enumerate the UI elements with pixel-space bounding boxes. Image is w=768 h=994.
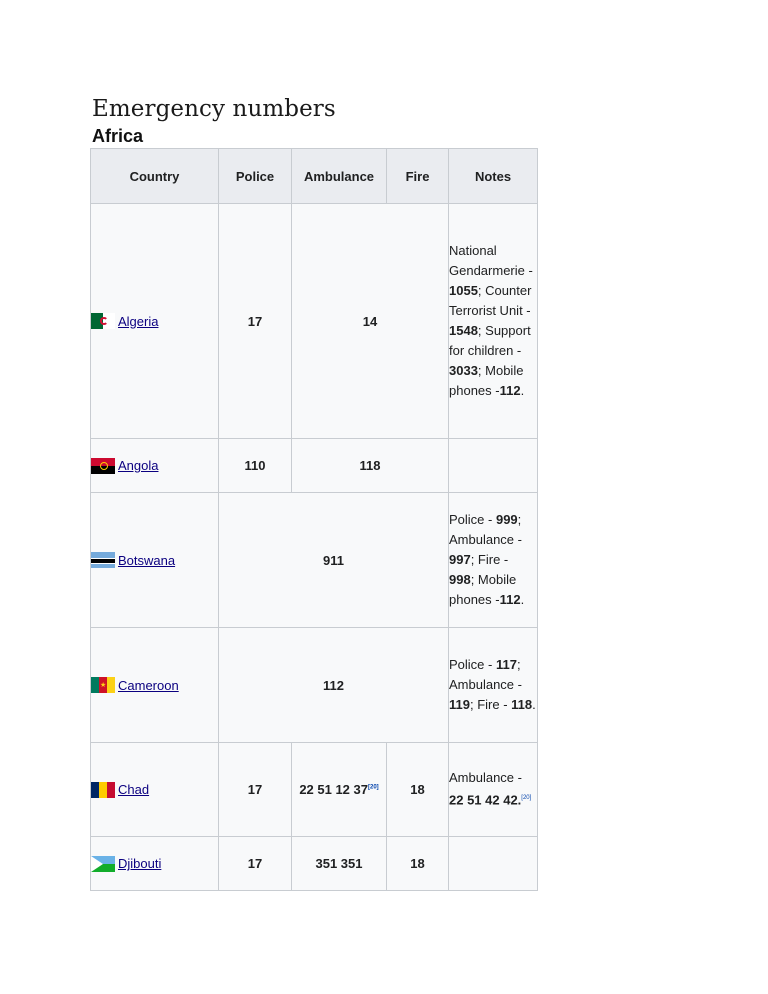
police-number: 17 bbox=[219, 204, 292, 439]
angola-flag-icon bbox=[91, 458, 115, 474]
notes-number: 997 bbox=[449, 552, 471, 567]
header-ambulance: Ambulance bbox=[292, 149, 387, 204]
notes-text: ; Mobile phones - bbox=[449, 363, 524, 398]
emergency-numbers-table bbox=[90, 148, 538, 891]
country-cell bbox=[91, 439, 219, 493]
notes-cell bbox=[449, 439, 538, 493]
notes-text: Police - bbox=[449, 512, 496, 527]
country-cell bbox=[91, 837, 219, 891]
notes-number: 112 bbox=[499, 383, 521, 398]
notes-number: 112 bbox=[499, 592, 521, 607]
notes-number: 22 51 42 42. bbox=[449, 792, 522, 808]
notes-text: ; Fire - bbox=[469, 697, 512, 712]
ambulance-number: 351 351 bbox=[292, 837, 387, 891]
notes-number: 1548 bbox=[449, 323, 478, 338]
header-notes: Notes bbox=[449, 149, 538, 204]
header-country: Country bbox=[91, 149, 219, 204]
fire-number: 18 bbox=[387, 837, 449, 891]
country-cell bbox=[91, 743, 219, 837]
notes-number: 117 bbox=[495, 657, 517, 672]
country-link-botswana[interactable]: Botswana bbox=[118, 552, 176, 568]
notes-text: ; Ambulance - bbox=[449, 512, 522, 547]
notes-number: 1055 bbox=[449, 283, 478, 298]
ambulance-number-value: 22 51 12 37 bbox=[299, 782, 368, 797]
country-cell bbox=[91, 628, 219, 743]
table-row bbox=[91, 204, 538, 439]
police-number: 17 bbox=[219, 837, 292, 891]
page-title: Emergency numbers bbox=[92, 96, 336, 122]
police-number: 17 bbox=[219, 743, 292, 837]
table-header-row bbox=[91, 149, 538, 204]
fire-number: 18 bbox=[387, 743, 449, 837]
notes-text: Police - bbox=[449, 657, 496, 672]
notes-text: . bbox=[520, 383, 525, 398]
notes-number: 3033 bbox=[449, 363, 478, 378]
notes-number: 999 bbox=[495, 512, 518, 527]
header-police: Police bbox=[219, 149, 292, 204]
country-link-angola[interactable]: Angola bbox=[118, 458, 159, 473]
ambulance-fire-number: 118 bbox=[292, 439, 449, 493]
police-number: 110 bbox=[219, 439, 292, 493]
notes-text: . bbox=[520, 592, 525, 607]
algeria-flag-icon bbox=[91, 313, 115, 329]
notes-number: 118 bbox=[511, 697, 533, 712]
notes-cell bbox=[449, 493, 538, 628]
table-row bbox=[91, 743, 538, 837]
notes-cell bbox=[449, 628, 538, 743]
notes-text: ; Support for children - bbox=[449, 323, 531, 358]
all-services-number: 112 bbox=[219, 628, 449, 743]
country-link-cameroon[interactable]: Cameroon bbox=[118, 677, 179, 693]
notes-cell bbox=[449, 837, 538, 891]
botswana-flag-icon bbox=[91, 552, 115, 568]
notes-number: 119 bbox=[449, 697, 470, 712]
notes-cell bbox=[449, 204, 538, 439]
notes-text: ; Mobile phones - bbox=[449, 572, 517, 607]
notes-text: ; Counter Terrorist Unit - bbox=[449, 283, 532, 318]
ambulance-number bbox=[292, 743, 387, 837]
table-row bbox=[91, 493, 538, 628]
table-row bbox=[91, 628, 538, 743]
header-fire: Fire bbox=[387, 149, 449, 204]
reference-link[interactable]: [20] bbox=[521, 795, 532, 802]
ambulance-fire-number: 14 bbox=[292, 204, 449, 439]
all-services-number: 911 bbox=[219, 493, 449, 628]
table-row bbox=[91, 837, 538, 891]
notes-cell bbox=[449, 743, 538, 837]
country-link-algeria[interactable]: Algeria bbox=[118, 313, 159, 329]
country-cell bbox=[91, 493, 219, 628]
country-link-djibouti[interactable]: Djibouti bbox=[118, 856, 162, 871]
notes-text: Ambulance - bbox=[449, 770, 522, 786]
cameroon-flag-icon: ★ bbox=[91, 677, 115, 693]
country-cell bbox=[91, 204, 219, 439]
table-row bbox=[91, 439, 538, 493]
reference-link[interactable]: [20] bbox=[368, 784, 379, 791]
section-heading-africa: Africa bbox=[92, 126, 144, 146]
notes-number: 998 bbox=[449, 572, 471, 587]
notes-text: ; Fire - bbox=[470, 552, 509, 567]
chad-flag-icon bbox=[91, 782, 115, 798]
country-link-chad[interactable]: Chad bbox=[118, 782, 150, 797]
notes-text: . bbox=[532, 697, 536, 712]
djibouti-flag-icon bbox=[91, 856, 115, 872]
notes-text: National Gendarmerie - bbox=[449, 243, 533, 278]
notes-text: ; Ambulance - bbox=[449, 657, 522, 692]
